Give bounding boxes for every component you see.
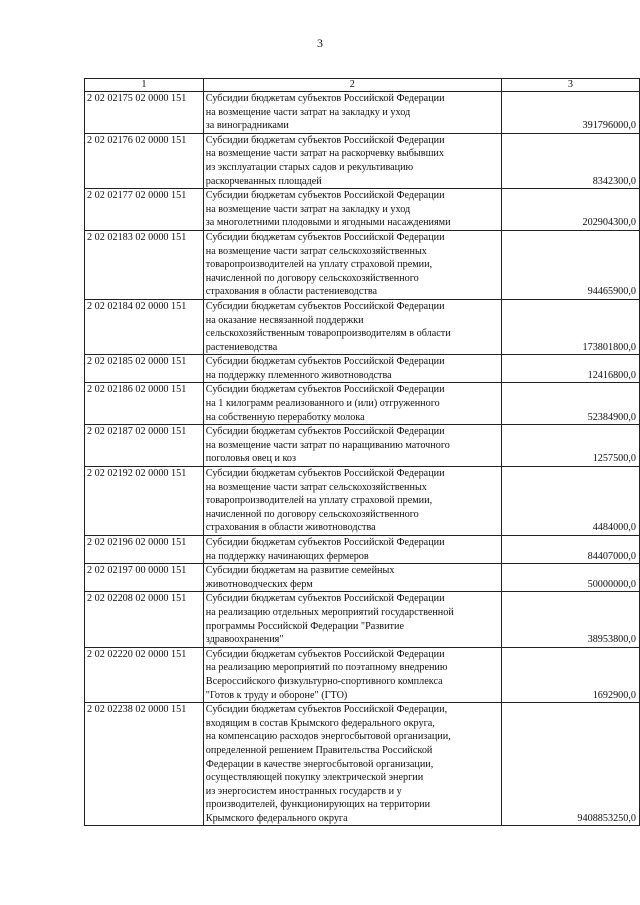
budget-code: 2 02 02186 02 0000 151 <box>85 383 204 425</box>
description-line: начисленной по договору сельскохозяйственного <box>205 272 419 284</box>
description-line: на собственную переработку молока <box>205 411 365 423</box>
description-line: Субсидии бюджетам субъектов Российской Федерации, <box>205 704 448 716</box>
budget-code: 2 02 02197 00 0000 151 <box>85 564 204 592</box>
description-line: товаропроизводителей на уплату страховой премии, <box>205 259 433 271</box>
budget-code: 2 02 02175 02 0000 151 <box>85 92 204 134</box>
description-line: Субсидии бюджетам субъектов Российской Федерации <box>205 300 445 312</box>
description-line: Субсидии бюджетам субъектов Российской Федерации <box>205 593 445 605</box>
description-line: за виноградниками <box>205 120 289 132</box>
amount: 84407000,0 <box>501 536 639 564</box>
description <box>203 355 501 383</box>
amount: 173801800,0 <box>501 299 639 354</box>
description-line: Всероссийского физкультурно-спортивного комплекса <box>205 675 443 687</box>
table-row <box>85 425 640 467</box>
budget-code: 2 02 02183 02 0000 151 <box>85 230 204 299</box>
description-line: входящим в состав Крымского федерального округа, <box>205 717 435 729</box>
description <box>203 647 501 702</box>
description-line: Субсидии бюджетам субъектов Российской Федерации <box>205 231 445 243</box>
table-header <box>85 79 640 92</box>
table-row <box>85 383 640 425</box>
description-line: из энергосистем иностранных государств и у <box>205 785 402 797</box>
table-row <box>85 564 640 592</box>
description-line: товаропроизводителей на уплату страховой премии, <box>205 495 433 507</box>
description <box>203 536 501 564</box>
description-line: Субсидии бюджетам субъектов Российской Федерации <box>205 384 445 396</box>
amount: 12416800,0 <box>501 355 639 383</box>
budget-code: 2 02 02220 02 0000 151 <box>85 647 204 702</box>
table-row <box>85 92 640 134</box>
description-line: растениеводства <box>205 341 278 353</box>
description-line: Субсидии бюджетам субъектов Российской Федерации <box>205 356 445 368</box>
description-line: Субсидии бюджетам на развитие семейных <box>205 565 395 577</box>
description-line: животноводческих ферм <box>205 578 313 590</box>
description-line: Субсидии бюджетам субъектов Российской Федерации <box>205 648 445 660</box>
description-line: на поддержку племенного животноводства <box>205 369 392 381</box>
description-line: на 1 килограмм реализованного и (или) отгруженного <box>205 398 440 410</box>
description-line: на возмещение части затрат по наращиванию маточного <box>205 439 450 451</box>
description <box>203 592 501 647</box>
description <box>203 564 501 592</box>
page-number: 3 <box>317 36 323 50</box>
table-row <box>85 189 640 231</box>
amount: 50000000,0 <box>501 564 639 592</box>
description-line: за многолетними плодовыми и ягодными насаждениями <box>205 217 451 229</box>
amount: 4484000,0 <box>501 467 639 536</box>
budget-code: 2 02 02196 02 0000 151 <box>85 536 204 564</box>
description-line: Субсидии бюджетам субъектов Российской Федерации <box>205 468 445 480</box>
budget-code: 2 02 02238 02 0000 151 <box>85 703 204 826</box>
amount: 94465900,0 <box>501 230 639 299</box>
amount: 391796000,0 <box>501 92 639 134</box>
description <box>203 189 501 231</box>
amount: 8342300,0 <box>501 133 639 188</box>
description <box>203 299 501 354</box>
description <box>203 467 501 536</box>
table-row <box>85 133 640 188</box>
description <box>203 92 501 134</box>
description <box>203 425 501 467</box>
description <box>203 133 501 188</box>
description-line: на компенсацию расходов энергосбытовой организации, <box>205 731 451 743</box>
description-line: раскорчеванных площадей <box>205 175 322 187</box>
description-line: поголовья овец и коз <box>205 453 296 465</box>
header-cell-3: 3 <box>501 79 639 92</box>
description-line: "Готов к труду и обороне" (ГТО) <box>205 689 348 701</box>
description-line: на реализацию отдельных мероприятий государственной <box>205 606 454 618</box>
description-line: страхования в области животноводства <box>205 522 376 534</box>
description-line: на поддержку начинающих фермеров <box>205 550 369 562</box>
header-cell-1: 1 <box>85 79 204 92</box>
header-row <box>85 79 640 92</box>
amount: 38953800,0 <box>501 592 639 647</box>
budget-code: 2 02 02184 02 0000 151 <box>85 299 204 354</box>
amount: 1257500,0 <box>501 425 639 467</box>
amount: 52384900,0 <box>501 383 639 425</box>
budget-table <box>84 78 640 826</box>
amount: 1692900,0 <box>501 647 639 702</box>
budget-code: 2 02 02208 02 0000 151 <box>85 592 204 647</box>
description-line: на реализацию мероприятий по поэтапному внедрению <box>205 662 448 674</box>
description-line: начисленной по договору сельскохозяйственного <box>205 508 419 520</box>
table-row <box>85 703 640 826</box>
description-line: Субсидии бюджетам субъектов Российской Федерации <box>205 134 445 146</box>
description-line: на возмещение части затрат на закладку и уход <box>205 203 411 215</box>
budget-code: 2 02 02177 02 0000 151 <box>85 189 204 231</box>
description-line: осуществляющей покупку электрической энергии <box>205 772 424 784</box>
description-line: Субсидии бюджетам субъектов Российской Федерации <box>205 537 445 548</box>
description-line: Субсидии бюджетам субъектов Российской Федерации <box>205 190 445 202</box>
table-row <box>85 647 640 702</box>
description-line: на возмещение части затрат на закладку и уход <box>205 106 411 118</box>
table-row <box>85 355 640 383</box>
budget-code: 2 02 02187 02 0000 151 <box>85 425 204 467</box>
description-line: Субсидии бюджетам субъектов Российской Федерации <box>205 426 445 438</box>
description-line: программы Российской Федерации "Развитие <box>205 620 404 632</box>
budget-code: 2 02 02185 02 0000 151 <box>85 355 204 383</box>
table-body <box>85 92 640 826</box>
budget-code: 2 02 02192 02 0000 151 <box>85 467 204 536</box>
description-line: Федерации в качестве энергосбытовой организации, <box>205 758 434 770</box>
description-line: здравоохранения" <box>205 634 284 646</box>
header-cell-2: 2 <box>203 79 501 92</box>
budget-code: 2 02 02176 02 0000 151 <box>85 133 204 188</box>
table-row <box>85 299 640 354</box>
table-row <box>85 536 640 564</box>
amount: 202904300,0 <box>501 189 639 231</box>
description-line: страхования в области растениеводства <box>205 286 378 298</box>
table-row <box>85 467 640 536</box>
description-line: сельскохозяйственным товаропроизводителям в области <box>205 328 451 340</box>
description-line: определенной решением Правительства Российской <box>205 744 433 756</box>
description <box>203 230 501 299</box>
amount: 9408853250,0 <box>501 703 639 826</box>
description-line: производителей, функционирующих на территории <box>205 799 431 811</box>
description-line: из эксплуатации старых садов и рекультивацию <box>205 161 414 173</box>
description <box>203 703 501 826</box>
description-line: на возмещение части затрат сельскохозяйственных <box>205 245 427 257</box>
description-line: на возмещение части затрат сельскохозяйственных <box>205 481 427 493</box>
description-line: Субсидии бюджетам субъектов Российской Федерации <box>205 93 445 104</box>
description-line: на возмещение части затрат на раскорчевку выбывших <box>205 148 444 160</box>
table-row <box>85 592 640 647</box>
description-line: на оказание несвязанной поддержки <box>205 314 364 326</box>
table-row <box>85 230 640 299</box>
description <box>203 383 501 425</box>
description-line: Крымского федерального округа <box>205 812 348 824</box>
